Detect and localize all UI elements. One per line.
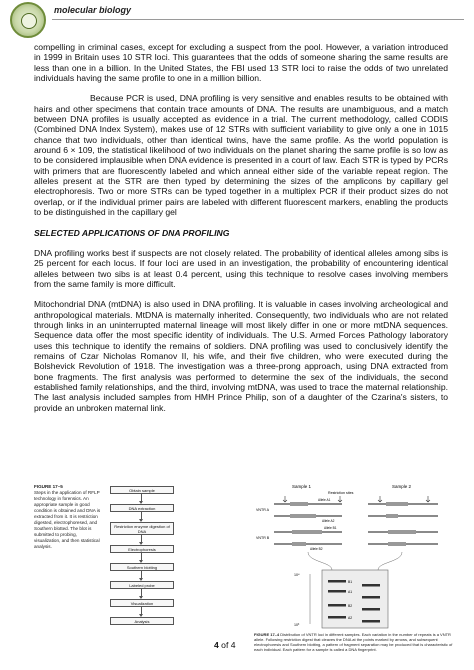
gel-band <box>362 620 380 623</box>
allele-a1-label: Allele A1 <box>318 498 331 502</box>
allele-b1-label: Allele B1 <box>324 526 337 530</box>
figure-17-4-label: FIGURE 17–4 <box>254 632 280 637</box>
vntr-repeat-block <box>292 530 322 534</box>
restriction-sites-label: Restriction sites <box>328 491 354 495</box>
vntr-repeat-block <box>388 542 406 546</box>
restriction-arrow <box>378 496 382 502</box>
vntr-repeat-block <box>386 502 408 506</box>
allele-b2-label: Allele B2 <box>310 547 323 551</box>
figure-17-5-caption <box>34 484 104 550</box>
figure-17-5-caption-text: Steps in the application of RFLP technology in forensics. An appropriate sample in good condition is obtained and DNA is extracted from it. It is restriction digested, electrophoresed, and Southern blotted. The blot is submitted to probing, visualization, and then statistical analysis. <box>34 490 101 549</box>
vntr-repeat-block <box>292 542 306 546</box>
restriction-arrow <box>426 496 430 502</box>
paragraph-mtdna: Mitochondrial DNA (mtDNA) is also used in DNA profiling. It is valuable in cases involving archeological and anthropological materials. MtDNA is maternally inherited. Consequently, two individuals who are not related through links in an uninterrupted maternal lineage will most likely differ in one or more mtDNA sequences. Sequence data offer the most specific identity of individuals. The U.S. Armed Forces Pathology laboratory uses this technique to identify the remains of soldiers. DNA profiling was used to conclusively identify the remains of Czar Nicholas Romanov II, his wife, and their five children, who were executed during the Bolshevick Revolution of 1918. The investigation was a three-prong approach, using DNA extracted from bone fragments. The first analysis was performed to determine the sex of the individuals, the second established family relationships, and the third, involving mtDNA, was used to trace the maternal relationship. The last analysis included samples from HMH Prince Philip, son of a daughter of the Czarina's sisters, to provide an unbroken maternal link. <box>34 299 448 413</box>
gel-band <box>328 604 346 607</box>
connector-line <box>308 552 332 570</box>
article-body <box>34 42 448 423</box>
gel-allele-label: A2 <box>348 616 353 620</box>
page-current: 4 <box>214 640 219 650</box>
flow-arrow <box>141 553 142 562</box>
vntr-diagram-svg <box>252 482 452 630</box>
flow-step-southern-blotting: Southern blotting <box>110 563 174 571</box>
paragraph-pcr-sensitivity: Because PCR is used, DNA profiling is very sensitive and enables results to be obtained with hairs and other specimens that contain trace amounts of DNA. The results are unambiguous, and a match between DNA profiles is usually accepted as evidence in a trial. The current methodology, called CODIS (Combined DNA Index System), makes use of 12 STRs with sufficient variability to give only a one in 1015 chance that two individuals, other than identical twins, have the same profile. As the world population is around 6 × 109, the statistical likelihood of two individuals on the planet sharing the same profile is so low as to be considered implausible when DNA evidence is presented in a court of law. Each STR is typed by PCRs with primers that are fluorescently labeled and which anneal either side of the variable repeat region. The alleles present at the STR are then typed by determining the sizes of the amplicons by capillary gel electrophoresis. Two or more STRs can be typed together in a multiplex PCR if their product sizes do not overlap, or if the individual primer pairs are labeled with different fluorescent markers, enabling the products to be distinguished in the capillary gel <box>34 93 448 218</box>
flow-arrow <box>141 512 142 521</box>
allele-a2-label: Allele A2 <box>322 519 335 523</box>
vntr-repeat-block <box>290 514 316 518</box>
university-seal-logo <box>10 2 46 38</box>
page-header <box>0 0 474 40</box>
flow-arrow <box>141 571 142 580</box>
sample-2-label: Sample 2 <box>392 484 412 489</box>
gel-band <box>328 590 346 593</box>
sample-1-label: Sample 1 <box>292 484 312 489</box>
gel-panel <box>322 570 388 628</box>
gel-allele-label: A1 <box>348 590 353 594</box>
flow-step-visualization: Visualization <box>110 599 174 607</box>
vntr-repeat-block <box>386 514 398 518</box>
figure-17-5-label: FIGURE 17–5 <box>34 484 63 489</box>
flow-arrow <box>141 607 142 616</box>
page-of: of <box>221 640 229 650</box>
flow-step-restriction-digestion: Restriction enzyme digestion of DNA <box>110 522 174 535</box>
flow-step-analysis: Analysis <box>110 617 174 625</box>
flow-arrow <box>141 589 142 598</box>
vntr-a-label: VNTR A <box>256 508 269 512</box>
flow-step-dna-extraction: DNA extraction <box>110 504 174 512</box>
page-total: 4 <box>230 640 236 650</box>
flow-step-obtain-sample: Obtain sample <box>110 486 174 494</box>
axis-bottom-label: 10³ <box>294 623 300 627</box>
paragraph-related-suspects: DNA profiling works best if suspects are not closely related. The probability of identical alleles among sibs is 25 percent for each locus. If four loci are used in an investigation, the probability of encountering identical alleles between two sibs is at least 0.4 percent, using this technique to resolve cases involving members from the same family is more difficult. <box>34 247 448 289</box>
vntr-repeat-block <box>388 530 416 534</box>
gel-band <box>362 608 380 611</box>
axis-top-label: 10⁴ <box>294 573 300 577</box>
flow-step-labeled-probe: Labeled probe <box>110 581 174 589</box>
figure-17-4-diagram <box>252 482 452 630</box>
figure-17-4-caption <box>254 632 454 652</box>
flow-arrow <box>141 535 142 544</box>
section-heading: SELECTED APPLICATIONS OF DNA PROFILING <box>34 227 230 238</box>
page-number <box>214 640 236 650</box>
gel-band <box>362 596 380 599</box>
header-title: molecular biology <box>54 5 132 15</box>
flow-step-electrophoresis: Electrophoresis <box>110 545 174 553</box>
gel-band <box>362 584 380 587</box>
gel-band <box>328 616 346 619</box>
connector-line <box>378 552 402 570</box>
paragraph-str-loci: compelling in criminal cases, except for excluding a suspect from the pool. However, a variation introduced in 1999 in Britain uses 10 STR loci. This guarantees that the odds of someone sharing the same results are less than one in a billion. In the United States, the FBI used 13 STR loci to raise the odds of two unrelated individuals having the same profile to one in a million billion. <box>34 42 448 84</box>
restriction-arrow <box>283 496 287 502</box>
header-divider <box>52 19 464 20</box>
vntr-repeat-block <box>290 502 308 506</box>
figure-17-4-caption-text: Distribution of VNTR loci in different samples. Each variation in the number of repeats is a VNTR allele. Following restriction digest that cleaves the DNA at the points marked by arrows, and subsequent electrophoresis and Southern blotting, a pattern of fragment separation may be produced that is characteristic of each individual. Each pattern for a sample is called a DNA fingerprint. <box>254 632 453 652</box>
gel-allele-label: B2 <box>348 604 353 608</box>
flow-arrow <box>141 494 142 503</box>
gel-band <box>328 580 346 583</box>
restriction-arrow <box>338 496 342 502</box>
gel-allele-label: B1 <box>348 580 353 584</box>
vntr-b-label: VNTR B <box>256 536 270 540</box>
figure-17-5-flowchart <box>106 484 186 644</box>
